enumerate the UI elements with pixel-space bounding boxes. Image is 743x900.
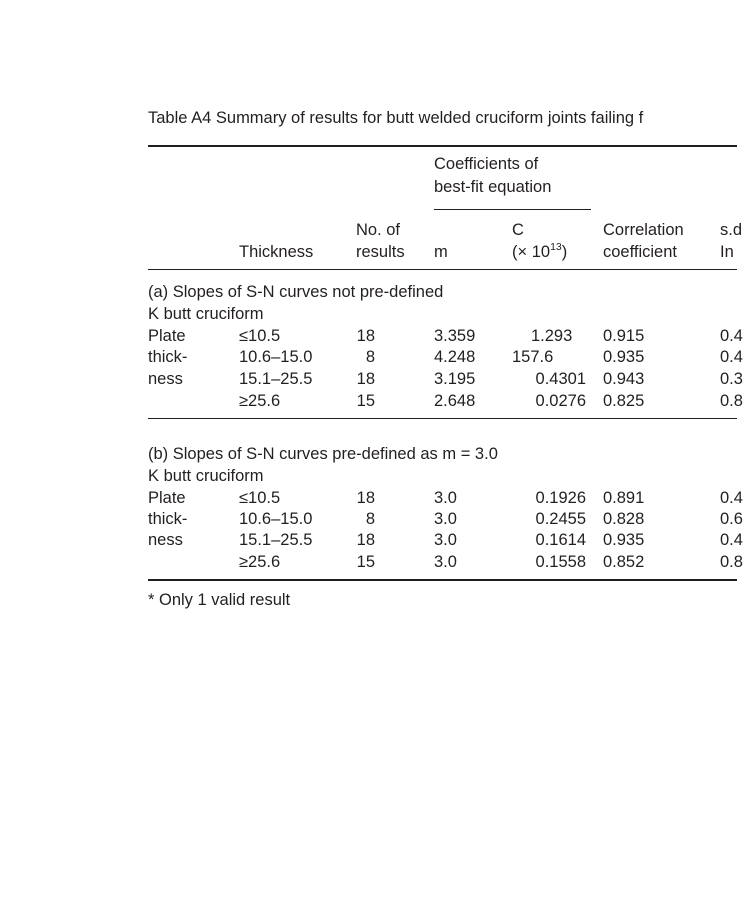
row-sd: 0.4	[720, 327, 743, 345]
row-results: 8	[365, 348, 375, 366]
header-coefficients-underline	[434, 209, 591, 210]
row-correlation: 0.915	[603, 327, 645, 345]
section-b-title: (b) Slopes of S-N curves pre-defined as m = 3.0	[148, 445, 498, 463]
section-b-subtitle: K butt cruciform	[148, 467, 264, 485]
row-m: 2.648	[434, 392, 476, 410]
row-thickness: 15.1–25.5	[239, 370, 313, 388]
table-caption: Table A4 Summary of results for butt welded cruciform joints failing f	[148, 109, 644, 127]
row-c: 1.293	[531, 327, 573, 345]
row-thickness: ≤10.5	[239, 489, 281, 507]
header-c-unit-suffix: )	[561, 243, 568, 261]
row-results: 18	[356, 489, 375, 507]
row-sd: 0.6	[720, 510, 743, 528]
row-m: 3.0	[434, 553, 457, 571]
header-coefficient: coefficient	[603, 243, 677, 261]
row-correlation: 0.852	[603, 553, 645, 571]
row-sd: 0.8	[720, 553, 743, 571]
row-sd: 0.8	[720, 392, 743, 410]
row-results: 15	[356, 392, 375, 410]
row-sd: 0.3	[720, 370, 743, 388]
header-correlation: Correlation	[603, 221, 684, 239]
table-top-rule	[148, 145, 737, 147]
row-m: 4.248	[434, 348, 476, 366]
row-m: 3.0	[434, 489, 457, 507]
header-m: m	[434, 243, 448, 261]
header-coefficients-line1: Coefficients of	[434, 155, 539, 173]
row-c: 0.2455	[535, 510, 586, 528]
row-c: 0.1926	[535, 489, 586, 507]
row-results: 15	[356, 553, 375, 571]
row-label: ness	[148, 370, 183, 388]
table-bottom-rule	[148, 579, 737, 581]
row-results: 8	[365, 510, 375, 528]
header-c-unit	[512, 242, 567, 262]
row-m: 3.0	[434, 531, 457, 549]
header-sd-partial: s.d	[720, 221, 743, 239]
row-c: 0.1614	[535, 531, 586, 549]
section-separator-rule	[148, 418, 737, 419]
header-coefficients-line2: best-fit equation	[434, 178, 552, 196]
row-label: ness	[148, 531, 183, 549]
header-results: results	[356, 243, 405, 261]
row-correlation: 0.935	[603, 531, 645, 549]
table-footnote: * Only 1 valid result	[148, 591, 291, 609]
row-label: Plate	[148, 489, 186, 507]
row-label: thick-	[148, 510, 188, 528]
row-m: 3.359	[434, 327, 476, 345]
row-results: 18	[356, 370, 375, 388]
row-thickness: 15.1–25.5	[239, 531, 313, 549]
header-ln-partial: In	[720, 243, 734, 261]
row-sd: 0.4	[720, 348, 743, 366]
header-bottom-rule	[148, 269, 737, 270]
row-c: 157.6	[512, 348, 554, 366]
row-correlation: 0.935	[603, 348, 645, 366]
row-correlation: 0.825	[603, 392, 645, 410]
row-thickness: ≥25.6	[239, 392, 281, 410]
row-results: 18	[356, 327, 375, 345]
row-thickness: 10.6–15.0	[239, 348, 313, 366]
header-c: C	[512, 221, 524, 239]
row-c: 0.4301	[535, 370, 586, 388]
row-m: 3.195	[434, 370, 476, 388]
header-thickness: Thickness	[239, 243, 314, 261]
row-correlation: 0.943	[603, 370, 645, 388]
row-thickness: ≤10.5	[239, 327, 281, 345]
row-correlation: 0.891	[603, 489, 645, 507]
row-thickness: 10.6–15.0	[239, 510, 313, 528]
section-a-title: (a) Slopes of S-N curves not pre-defined	[148, 283, 444, 301]
row-results: 18	[356, 531, 375, 549]
row-label: thick-	[148, 348, 188, 366]
row-c: 0.0276	[535, 392, 586, 410]
row-label: Plate	[148, 327, 186, 345]
header-no-of: No. of	[356, 221, 401, 239]
header-c-unit-exponent: 13	[550, 240, 562, 253]
header-c-unit-prefix: (× 10	[512, 243, 551, 261]
row-correlation: 0.828	[603, 510, 645, 528]
row-sd: 0.4	[720, 531, 743, 549]
row-thickness: ≥25.6	[239, 553, 281, 571]
section-a-subtitle: K butt cruciform	[148, 305, 264, 323]
row-sd: 0.4	[720, 489, 743, 507]
row-c: 0.1558	[535, 553, 586, 571]
row-m: 3.0	[434, 510, 457, 528]
